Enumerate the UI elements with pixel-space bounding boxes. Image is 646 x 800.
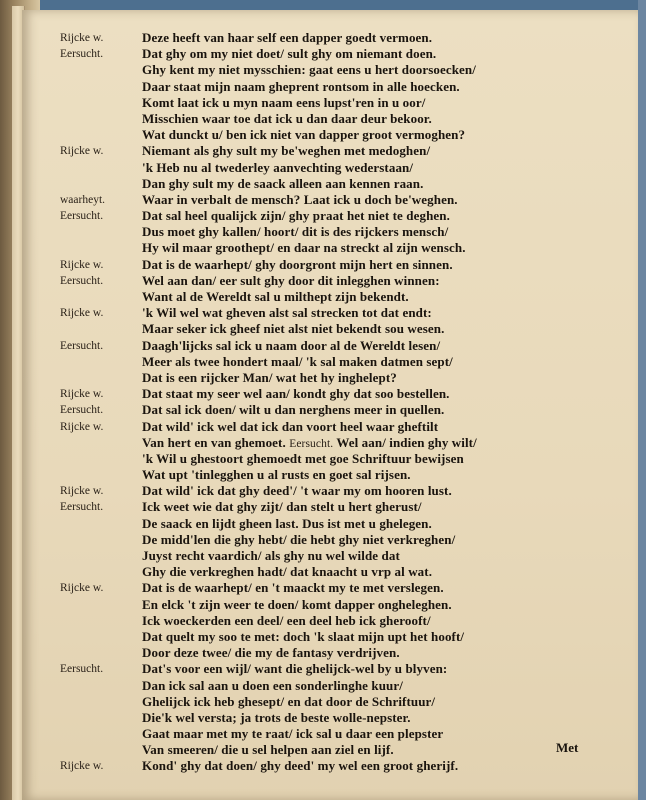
- verse-text-main: Dat sal ick doen/ wilt u dan nerghens meer in quellen.: [142, 402, 445, 418]
- speaker-label: Rijcke w.: [60, 420, 104, 433]
- book-page: [22, 10, 638, 800]
- verse-text-main: Deze heeft van haar self een dapper goedt vermoen.: [142, 30, 433, 45]
- verse-line: [22, 354, 622, 370]
- verse-text-main: Dus moet ghy kallen/ hoort/ dit is des rijckers mensch/: [142, 224, 449, 240]
- verse-text: [142, 143, 430, 159]
- verse-text-main: Maar seker ick gheef niet alst niet bekendt sou wesen.: [142, 321, 445, 337]
- verse-text-main: Waar in verbalt de mensch? Laat ick u doch be'weghen.: [142, 191, 458, 207]
- verse-text: [142, 305, 432, 321]
- verse-line: [22, 370, 622, 386]
- verse-line: [22, 483, 622, 499]
- verse-line: [22, 758, 622, 774]
- verse-text: [142, 758, 458, 774]
- verse-text-main: Van hert en van ghemoet.: [142, 434, 286, 450]
- verse-text-main: Wat dunckt u/ ben ick niet van dapper groot vermoghen?: [142, 127, 466, 143]
- verse-line: [22, 111, 622, 127]
- verse-line: [22, 742, 622, 758]
- verse-line: [22, 548, 622, 564]
- verse-text-main: Dat is de waarhept/ en 't maackt my te met verslegen.: [142, 580, 444, 596]
- verse-text-main: Dat wild' ick dat ghy deed'/ 't waar my om hooren lust.: [142, 483, 452, 499]
- verse-text: [142, 62, 476, 78]
- verse-line: [22, 532, 622, 548]
- verse-text: [142, 338, 440, 354]
- verse-text-main: Dat's voor een wijl/ want die ghelijck-wel by u blyven:: [142, 661, 448, 677]
- verse-text-main: Kond' ghy dat doen/ ghy deed' my wel een groot gherijf.: [142, 758, 459, 774]
- verse-text-main: Ick woeckerden een deel/ een deel heb ick gherooft/: [142, 612, 431, 628]
- verse-text-main: Misschien waar toe dat ick u dan daar deur bekoor.: [142, 110, 432, 126]
- inline-speaker-label: Eersucht.: [289, 437, 334, 450]
- speaker-label: Rijcke w.: [60, 307, 104, 320]
- verse-line: [22, 305, 622, 321]
- verse-text: [142, 661, 447, 677]
- verse-text: [142, 580, 444, 596]
- speaker-label: waarheyt.: [60, 193, 106, 206]
- verse-line: [22, 62, 622, 78]
- verse-line: [22, 160, 622, 176]
- verse-text-main: Ghelijck ick heb ghesept/ en dat door de Schriftuur/: [142, 693, 436, 709]
- catchword: Met: [556, 740, 579, 755]
- verse-line: [22, 79, 622, 95]
- speaker-label: Rijcke w.: [60, 485, 104, 498]
- verse-line: [22, 678, 622, 694]
- verse-line: [22, 224, 622, 240]
- verse-text-main: Wel aan dan/ eer sult ghy door dit inlegghen winnen:: [142, 272, 440, 288]
- verse-line: [22, 257, 622, 273]
- verse-line: [22, 46, 622, 62]
- verse-text: [142, 645, 400, 661]
- verse-text-main: Ick weet wie dat ghy zijt/ dan stelt u hert gherust/: [142, 499, 422, 515]
- verse-line: [22, 499, 622, 515]
- verse-line: [22, 402, 622, 418]
- verse-line: [22, 338, 622, 354]
- verse-text: [142, 240, 466, 256]
- verse-text: [142, 79, 460, 95]
- verse-text: [142, 597, 452, 613]
- verse-text-main: Dat is de waarhept/ ghy doorgront mijn hert en sinnen.: [142, 256, 453, 272]
- verse-line: [22, 321, 622, 337]
- verse-text: [142, 273, 440, 289]
- verse-line: [22, 451, 622, 467]
- verse-line: [22, 694, 622, 710]
- verse-text: [142, 111, 432, 127]
- verse-line: [22, 516, 622, 532]
- verse-text-main: Dat staat my seer wel aan/ kondt ghy dat soo bestellen.: [142, 386, 450, 402]
- verse-text: [142, 726, 443, 742]
- verse-text: [142, 257, 453, 273]
- verse-text: [142, 548, 400, 564]
- verse-line: [22, 597, 622, 613]
- verse-text: [142, 678, 403, 694]
- verse-line: [22, 273, 622, 289]
- verse-text-main: Meer als twee hondert maal/ 'k sal maken datmen sept/: [142, 353, 453, 369]
- verse-text-main: Juyst recht vaardich/ als ghy nu wel wilde dat: [142, 548, 400, 563]
- verse-text: [142, 467, 411, 483]
- verse-line: [22, 143, 622, 159]
- verse-line: [22, 419, 622, 435]
- verse-text-main: Want al de Wereldt sal u milthept zijn bekendt.: [142, 289, 409, 304]
- verse-text: [142, 321, 444, 337]
- verse-text-main: Van smeeren/ die u sel helpen aan ziel en lijf.: [142, 742, 394, 758]
- verse-line: [22, 240, 622, 256]
- verse-line: [22, 613, 622, 629]
- speaker-label: Eersucht.: [60, 404, 104, 417]
- verse-text-main: De saack en lijdt gheen last. Dus ist met u ghelegen.: [142, 515, 432, 531]
- verse-text: [142, 564, 432, 580]
- verse-text-main: Dat quelt my soo te met: doch 'k slaat mijn upt het hooft/: [142, 628, 465, 644]
- verse-line: [22, 208, 622, 224]
- verse-text: [142, 435, 477, 452]
- verse-text: [142, 629, 464, 645]
- verse-text-main: Dat ghy om my niet doet/ sult ghy om niemant doen.: [142, 46, 437, 62]
- verse-text-main: Dat is een rijcker Man/ wat het hy inghelept?: [142, 369, 397, 385]
- speaker-label: Eersucht.: [60, 210, 104, 223]
- verse-line: [22, 467, 622, 483]
- verse-text-main: Die'k wel versta; ja trots de beste wolle-nepster.: [142, 709, 411, 725]
- verse-text: [142, 224, 448, 240]
- verse-line: [22, 127, 622, 143]
- verse-text: [142, 289, 409, 305]
- verse-text-main: Gaat maar met my te raat/ ick sal u daar een plepster: [142, 726, 444, 742]
- verse-text-main: Dan ghy sult my de saack alleen aan kennen raan.: [142, 175, 424, 191]
- verse-line: [22, 629, 622, 645]
- verse-lines: [22, 30, 622, 775]
- verse-line: [22, 30, 622, 46]
- verse-text: [142, 710, 411, 726]
- verse-text-main: Wat upt 'tinlegghen u al rusts en goet sal rijsen.: [142, 467, 411, 483]
- verse-line: [22, 580, 622, 596]
- verse-line: [22, 386, 622, 402]
- verse-text: [142, 192, 458, 208]
- verse-text: [142, 516, 432, 532]
- verse-line: [22, 710, 622, 726]
- speaker-label: Rijcke w.: [60, 145, 104, 158]
- verse-text-main: Ghy kent my niet mysschien: gaat eens u hert doorsoecken/: [142, 62, 476, 78]
- verse-text: [142, 451, 464, 467]
- verse-text-main: 'k Wil u ghestoort ghemoedt met goe Schriftuur bewijsen: [142, 450, 464, 466]
- verse-text: [142, 95, 425, 111]
- verse-text: [142, 46, 436, 62]
- verse-text-main: 'k Wil wel wat gheven alst sal strecken tot dat endt:: [142, 305, 432, 321]
- speaker-label: Rijcke w.: [60, 388, 104, 401]
- speaker-label: Rijcke w.: [60, 32, 104, 44]
- verse-text: [142, 30, 432, 46]
- verse-text-main: Niemant als ghy sult my be'weghen met medoghen/: [142, 143, 431, 159]
- verse-line: [22, 192, 622, 208]
- verse-text: [142, 370, 397, 386]
- verse-text: [142, 483, 452, 499]
- verse-line: [22, 95, 622, 111]
- verse-text-main: Dat wild' ick wel dat ick dan voort heel waar gheftilt: [142, 418, 439, 434]
- verse-text: [142, 176, 423, 192]
- verse-text: [142, 402, 444, 418]
- verse-text: [142, 386, 450, 402]
- verse-text: [142, 499, 422, 515]
- verse-line: [22, 645, 622, 661]
- verse-text-main: Dat sal heel qualijck zijn/ ghy praat het niet te deghen.: [142, 208, 450, 224]
- verse-line: [22, 564, 622, 580]
- verse-line: [22, 289, 622, 305]
- speaker-label: Rijcke w.: [60, 582, 104, 595]
- verse-text: [142, 354, 453, 370]
- verse-text-main: Ghy die verkreghen hadt/ dat knaacht u vrp al wat.: [142, 564, 433, 580]
- speaker-label: Eersucht.: [60, 501, 104, 514]
- verse-text-main: Hy wil maar groothept/ en daar na streckt al zijn wensch.: [142, 240, 466, 256]
- verse-text-main: Dan ick sal aan u doen een sonderlinghe kuur/: [142, 677, 403, 693]
- verse-text-tail: Wel aan/ indien ghy wilt/: [336, 434, 477, 450]
- verse-line: [22, 435, 622, 451]
- verse-text: [142, 742, 394, 758]
- verse-text-main: De midd'len die ghy hebt/ die hebt ghy niet verkreghen/: [142, 531, 456, 547]
- verse-text-main: 'k Heb nu al twederley aanvechting wederstaan/: [142, 159, 414, 175]
- verse-text: [142, 127, 465, 143]
- verse-line: [22, 176, 622, 192]
- speaker-label: Rijcke w.: [60, 258, 104, 271]
- verse-text-main: Daagh'lijcks sal ick u naam door al de Wereldt lesen/: [142, 337, 441, 353]
- verse-text-main: Door deze twee/ die my de fantasy verdrijven.: [142, 645, 400, 661]
- verse-text-main: Komt laat ick u myn naam eens lupst'ren in u oor/: [142, 94, 426, 110]
- speaker-label: Eersucht.: [60, 663, 104, 676]
- verse-text: [142, 208, 450, 224]
- verse-text: [142, 694, 435, 710]
- verse-line: [22, 661, 622, 677]
- verse-text: [142, 613, 431, 629]
- verse-text-main: En elck 't zijn weer te doen/ komt dapper ongheleghen.: [142, 596, 452, 612]
- verse-text: [142, 419, 438, 435]
- verse-text: [142, 532, 455, 548]
- speaker-label: Eersucht.: [60, 48, 104, 61]
- verse-line: [22, 726, 622, 742]
- verse-text: [142, 160, 413, 176]
- speaker-label: Eersucht.: [60, 274, 104, 287]
- speaker-label: Eersucht.: [60, 339, 104, 352]
- background-strip: [638, 0, 646, 800]
- speaker-label: Rijcke w.: [60, 760, 104, 773]
- verse-text-main: Daar staat mijn naam gheprent rontsom in alle hoecken.: [142, 78, 460, 94]
